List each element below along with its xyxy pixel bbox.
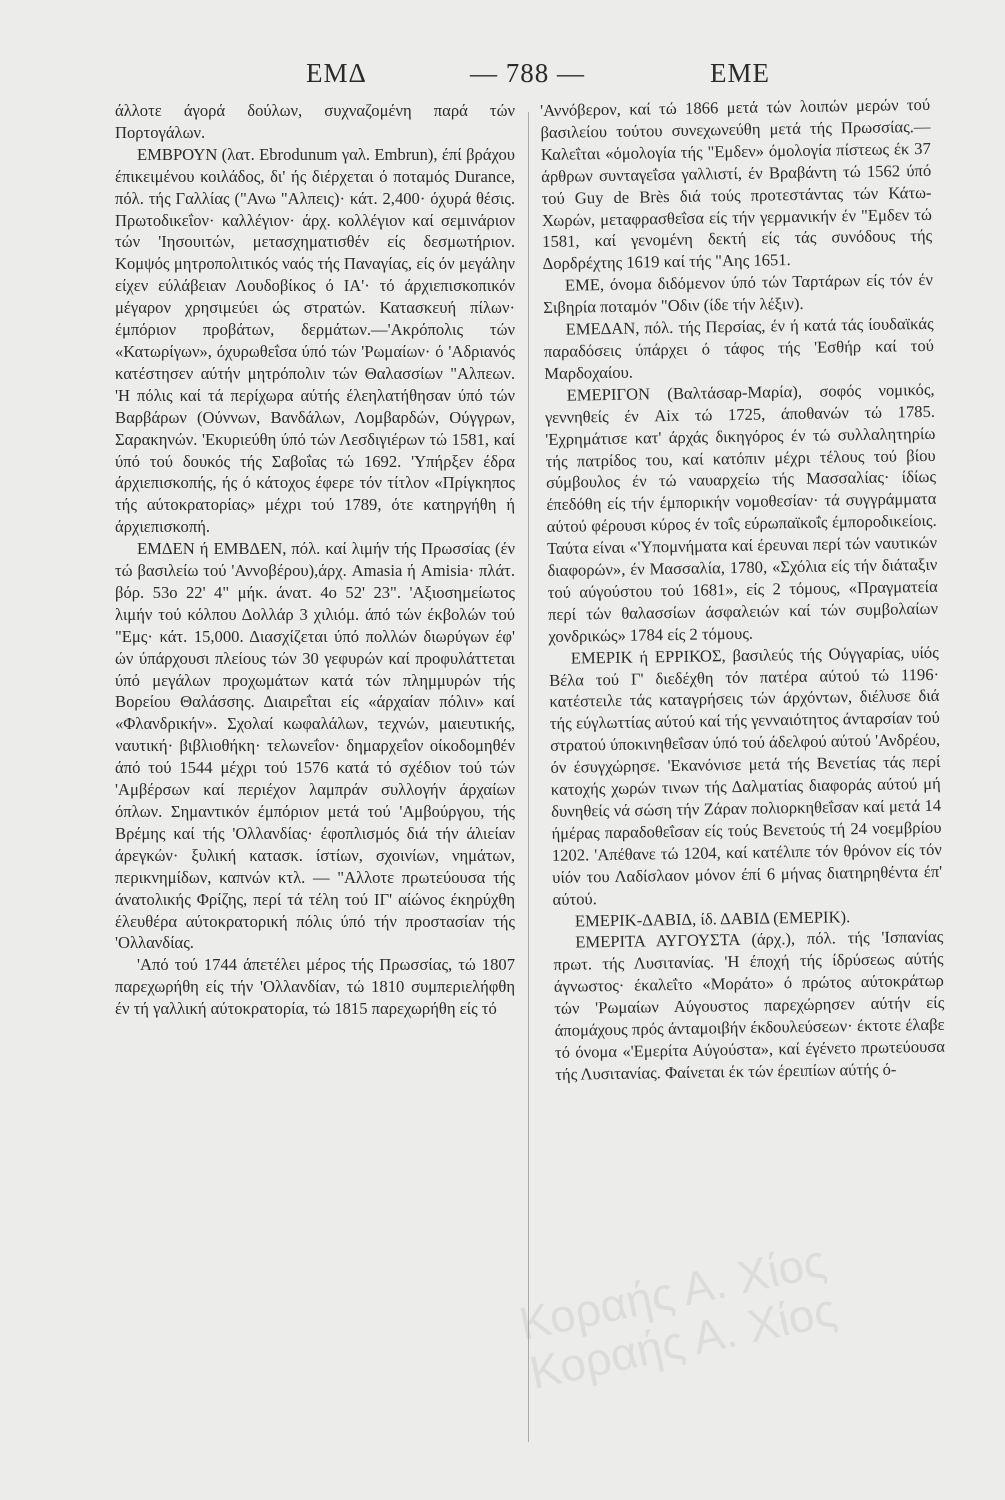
entry-emerik-david: ΕΜΕΡΙΚ-ΔΑΒΙΔ, ίδ. ΔΑΒΙΔ (ΕΜΕΡΙΚ). (574, 906, 851, 931)
header-left-guideword: ΕΜΔ (306, 58, 367, 88)
entry-eme: ΕΜΕ, όνομα διδόμενον ύπό τών Ταρτάρων είς τόν έν Σιβηρία ποταμόν "Οδιν (ίδε τήν λέξιν). (543, 270, 934, 318)
entry-emedan: ΕΜΕΔΑΝ, πόλ. τής Περσίας, έν ή κατά τάς ίουδαϊκάς παραδόσεις ύπάρχει ό τάφος τής 'Εσθήρ καί τού Μαρδοχαίου. (543, 313, 935, 383)
entry-emden: ΕΜΔΕΝ ή ΕΜΒΔΕΝ, πόλ. καί λιμήν τής Πρωσσίας (έν τώ βασιλείω τού 'Αννοβέρου),άρχ. Amasia ή Amisia· πλάτ. βόρ. 53ο 22' 4" μήκ. άνατ. 4ο 52' 23". 'Αξιοσημείωτος λιμήν τού κόλπου Δολλάρ 3 χιλιόμ. άπό τών έκβολών τού "Εμς· κάτ. 15,000. Διασχίζεται ύπό πολλών διωρύγων έφ' ών ύπάρχουσι πλείους τών 30 γεφυρών καί προφυλάττεται ύπό μεγάλων προχωμάτων κατά τών πλημμυρών τής Βορείου Θαλάσσης. Διαιρεΐται είς «άρχαίαν πόλιν» καί «Φλανδρικήν». Σχολαί κωφαλάλων, τεχνών, μαιευτικής, ναυτική· βιβλιοθήκη· τελωνεΐον· δημαρχεΐον οίκοδομηθέν άπό τού 1544 μέχρι τού 1576 κατά τό σχέδιον τού τών 'Αμβέρσων καί περιέχον λαμπράν συλλογήν άρχαίων όπλων. Σημαντικόν έμπόριον μετά τού 'Αμβούργου, τής Βρέμης καί τής 'Ολλανδίας· έφοπλισμός διά τήν άλιείαν άρεγκών· ξυλική κατασκ. ίστίων, σχοινίων, νημάτων, περικνημίδων, καπνών κτλ. — "Αλλοτε πρωτεύουσα τής άνατολικής Φρίζης, περί τά τέλη τού ΙΓ' αίώνος έκηρύχθη έλευθέρα αύτοκρατορική πόλις ύπό τήν προστασίαν τής 'Ολλανδίας. (115, 539, 515, 953)
right-paragraph: 'Αννόβερον, καί τώ 1866 μετά τών λοιπών μερών τού βασιλείου τούτου συνεχωνεύθη μετά τής Πρωσσίας.—Καλεΐται «όμολογία τής "Εμδεν» όμολογία πίστεως έκ 37 άρθρων συνταγεΐσα γαλλιστί, έν Βραβάντη τώ 1562 ύπό τού Guy de Brès διά τούς προτεστάντας τών Κάτω-Χωρών, μεταφρασθεΐσα είς τήν γερμανικήν έν "Εμδεν τώ 1581, καί γενομένη δεκτή είς τάς συνόδους τής Δορδρέχτης 1619 καί τής "Αης 1651. (540, 94, 933, 274)
page-header (0, 58, 1005, 98)
entry-emerita-augusta: ΕΜΕΡΙΤΑ ΑΥΓΟΥΣΤΑ (άρχ.), πόλ. τής 'Ισπανίας πρωτ. τής Λυσιτανίας. 'Η έποχή τής ίδρύσεως αύτής άγνωστος· έκαλεΐτο «Μοράτο» ό πρώτος αύτοκράτωρ τών 'Ρωμαίων Αύγουστος παρεχώρησεν αύτήν είς άπομάχους πρός άνταμοιβήν έκδουλεύσεων· έκτοτε έλαβε τό όνομα «'Εμερίτα Αύγούστα», καί έγένετο πρωτεύουσα τής Λυσιτανίας. Φαίνεται έκ τών έρειπίων αύτής ό- (553, 927, 946, 1084)
left-paragraph: 'Από τού 1744 άπετέλει μέρος τής Πρωσσίας, τώ 1807 παρεχωρήθη είς τήν 'Ολλανδίαν, τώ 1810 συμπεριελήφθη έν τή γαλλική αύτοκρατορία, τώ 1815 παρεχωρήθη είς τό (115, 955, 515, 1019)
page-number: — 788 — (470, 58, 585, 88)
column-divider (528, 112, 529, 1442)
header-right-guideword: ΕΜΕ (710, 58, 770, 88)
right-column (540, 94, 945, 1086)
entry-emerigon: ΕΜΕΡΙΓΟΝ (Βαλτάσαρ-Μαρία), σοφός νομικός, γεννηθείς έν Aix τώ 1725, άποθανών τώ 1785. 'Εχρημάτισε κατ' άρχάς δικηγόρος έν τώ συλλαλητηρίω τής πατρίδος του, καί κατόπιν μέχρι τέλους τού βίου σύμβουλος έν τώ ναυαρχείω τής Μασσαλίας· ίδίως έπεδόθη είς τήν έμπορικήν νομοθεσίαν· τά συγγράμματα αύτού φέρουσι κύρος έν τοΐς εύρωπαϊκοΐς έμποροδικείοις. Ταύτα είναι «'Υπομνήματα καί έρευναι περί τών ναυτικών διαφορών», έν Μασσαλία, 1780, «Σχόλια είς τήν διάταξιν τού αύγούστου τού 1681», είς 2 τόμους, «Πραγματεία περί τών θαλασσίων άσφαλειών καί τών συμβολαίων χονδρικώς» 1784 είς 2 τόμους. (544, 379, 939, 646)
left-column (115, 100, 515, 1020)
entry-embroun: ΕΜΒΡΟΥΝ (λατ. Ebrodunum γαλ. Embrun), έπί βράχου έπικειμένου κοιλάδος, δι' ής διέρχεται ό ποταμός Durance, πόλ. τής Γαλλίας ("Ανω "Αλπεις)· κάτ. 2,400· όχυρά θέσις. Πρωτοδικεΐον· καλλέγιον· άρχ. κολλέγιον καί σεμινάριον τών 'Ιησουιτών, μετασχηματισθέν είς δεσμωτήριον. Κομψός μητροπολιτικός ναός τής Παναγίας, είς όν μεγάλην είχεν εύλάβειαν Λουδοβίκος ό ΙΑ'· τό άρχιεπισκοπικόν μέγαρον χρησιμεύει ώς στρατών. Κατασκευή πίλων· έμπόριον προβάτων, δερμάτων.—'Ακρόπολις τών «Κατωρίγων», όχυρωθεΐσα ύπό τών 'Ρωμαίων· ό 'Αδριανός κατέστησεν αύτήν μητρόπολιν τών Θαλασσίων "Αλπεων. 'Η πόλις καί τά περίχωρα αύτής έλεηλατήθησαν ύπό τών Βαρβάρων (Ούννων, Βανδάλων, Λομβαρδών, Ούγγρων, Σαρακηνών. 'Εκυριεύθη ύπό τών Λεσδιγιέρων τώ 1581, καί ύπό τού δουκός τής Σαβοΐας τώ 1692. 'Υπήρξεν έδρα άρχιεπισκοπής, ής ό κάτοχος έφερε τόν τίτλον «Πρίγκηπος τής αύτοκρατορίας» μέχρι τού 1789, ότε κατηργήθη ή άρχιεπισκοπή. (115, 144, 515, 537)
left-paragraph: άλλοτε άγορά δούλων, συχναζομένη παρά τών Πορτογάλων. (115, 101, 515, 142)
entry-emerik: ΕΜΕΡΙΚ ή ΕΡΡΙΚΟΣ, βασιλεύς τής Ούγγαρίας, υίός Βέλα τού Γ' διεδέχθη τόν πατέρα αύτού τώ 1196· κατέστειλε τάς καταγρήσεις τών άρχόντων, διέλυσε διά τής εύγλωττίας αύτού καί τής γενναιότητος άνταρσίαν τού στρατού ύποκινηθεΐσαν ύπό τού άδελφού αύτού 'Ανδρέου, όν έσυγχώρησε. 'Εκανόνισε μετά τής Βενετίας τάς περί κατοχής χωρών τινων τής Δαλματίας διαφοράς αύτού μή δυνηθείς νά σώση τήν Ζάραν πολιορκηθεΐσαν καί μετά 14 ήμέρας παραδοθεΐσαν είς τούς Βενετούς τή 24 νοεμβρίου 1202. 'Απέθανε τώ 1204, καί κατέλιπε τόν θρόνον είς τόν υίόν του Λαδίσλαον μόνον έπί 6 μήνας διατηρηθέντα έπ' αύτού. (548, 642, 943, 909)
library-watermark: Κοραής Α. Χίος Κοραής Α. Χίος (514, 1234, 841, 1399)
